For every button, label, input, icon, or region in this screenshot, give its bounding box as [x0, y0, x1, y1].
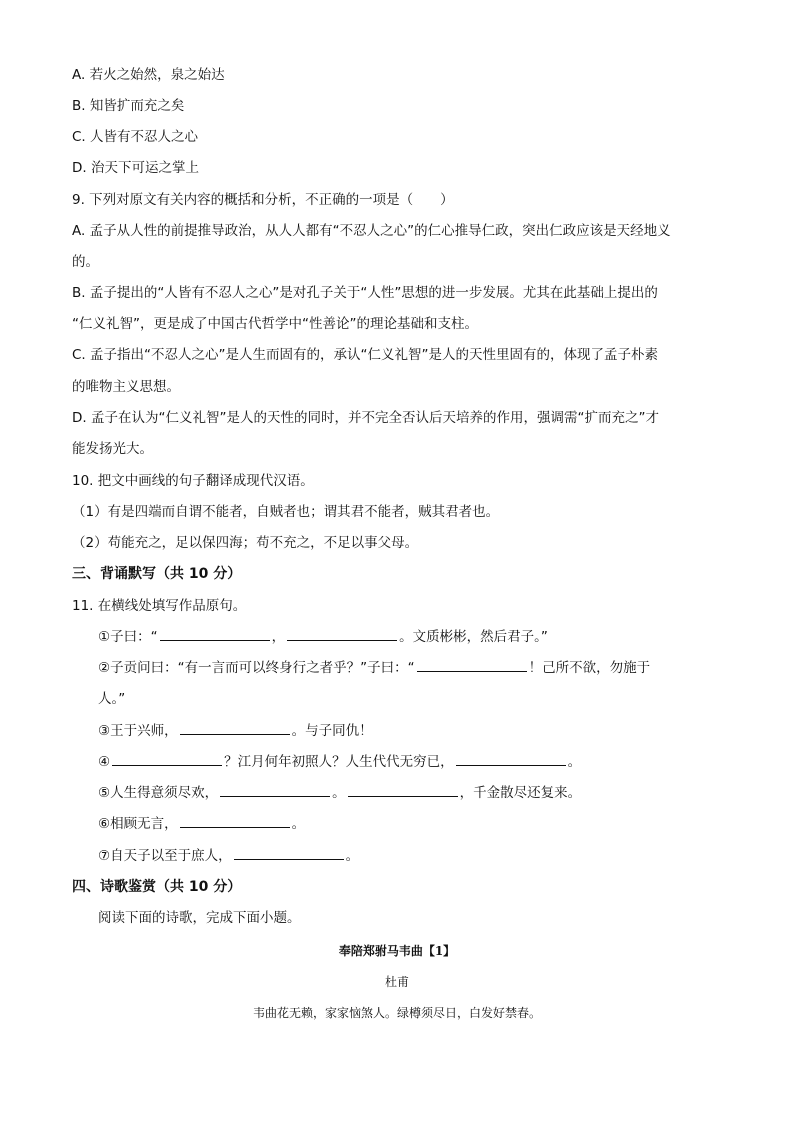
fill-3-text-a: ③王于兴师， [98, 723, 178, 739]
poem-author: 杜甫 [384, 975, 409, 989]
answer-blank[interactable] [160, 628, 270, 641]
question-9-option-a-line1: A. 孟子从人性的前提推导政治，从人人都有“不忍人之心”的仁心推导仁政，突出仁政应该是天经地义 [72, 223, 671, 239]
question-10-sentence-2: （2）苟能充之，足以保四海；苟不充之，不足以事父母。 [72, 535, 419, 551]
question-9-option-c-line2: 的唯物主义思想。 [72, 379, 180, 395]
section-4-heading: 四、诗歌鉴赏（共 10 分） [72, 879, 242, 895]
fill-5-text-b: 。 [332, 785, 346, 801]
answer-blank[interactable] [348, 784, 458, 797]
answer-blank[interactable] [220, 784, 330, 797]
fill-1-text-a: ①子曰：“ [98, 629, 158, 645]
question-9-option-b-line2: “仁义礼智”，更是成了中国古代哲学中“性善论”的理论基础和支柱。 [72, 316, 478, 332]
fill-item-2 [98, 659, 650, 677]
question-10-stem: 10. 把文中画线的句子翻译成现代汉语。 [72, 473, 314, 489]
section-3-heading: 三、背诵默写（共 10 分） [72, 566, 242, 582]
fill-item-2-cont: 人。” [98, 691, 126, 707]
fill-1-text-c: 。文质彬彬，然后君子。” [399, 629, 548, 645]
poem-line-1: 韦曲花无赖，家家恼煞人。绿樽须尽日，白发好禁春。 [252, 1006, 541, 1020]
option-b: B. 知皆扩而充之矣 [72, 98, 185, 114]
option-c: C. 人皆有不忍人之心 [72, 129, 199, 145]
fill-item-4 [98, 753, 581, 771]
question-11-stem: 11. 在横线处填写作品原句。 [72, 598, 247, 614]
answer-blank[interactable] [180, 815, 290, 828]
question-10-sentence-1: （1）有是四端而自谓不能者，自贼者也；谓其君不能者，贼其君者也。 [72, 504, 500, 520]
answer-blank[interactable] [456, 753, 566, 766]
fill-4-text-c: 。 [567, 754, 582, 770]
question-9-option-c-line1: C. 孟子指出“不忍人之心”是人生而固有的，承认“仁义礼智”是人的天性里固有的，体现了孟子朴素 [72, 347, 658, 363]
fill-item-3 [98, 722, 373, 740]
answer-blank[interactable] [112, 753, 222, 766]
fill-2-text-b: ！己所不欲，勿施于 [528, 660, 651, 676]
question-9-option-d-line2: 能发扬光大。 [72, 441, 153, 457]
fill-6-text-a: ⑥相顾无言， [98, 816, 178, 832]
answer-blank[interactable] [234, 847, 344, 860]
option-d: D. 治天下可运之掌上 [72, 160, 199, 176]
fill-4-text-b: ？江月何年初照人？人生代代无穷已， [224, 754, 454, 770]
fill-6-text-b: 。 [291, 816, 306, 832]
answer-blank[interactable] [180, 722, 290, 735]
poem-title: 奉陪郑驸马韦曲【1】 [338, 944, 456, 958]
fill-4-text-a: ④ [98, 754, 111, 770]
answer-blank[interactable] [287, 628, 397, 641]
option-a: A. 若火之始然，泉之始达 [72, 67, 225, 83]
fill-item-6 [98, 815, 305, 833]
fill-2-text-a: ②子贡问曰：“有一言而可以终身行之者乎？”子曰：“ [98, 660, 415, 676]
fill-item-1 [98, 628, 548, 646]
fill-5-text-a: ⑤人生得意须尽欢， [98, 785, 219, 801]
poem-intro: 阅读下面的诗歌，完成下面小题。 [98, 910, 301, 926]
question-9-option-b-line1: B. 孟子提出的“人皆有不忍人之心”是对孔子关于“人性”思想的进一步发展。尤其在此基础上提出的 [72, 285, 658, 301]
fill-1-text-b: ， [271, 629, 286, 645]
fill-3-text-b: 。与子同仇！ [291, 723, 373, 739]
fill-7-text-a: ⑦自天子以至于庶人， [98, 848, 232, 864]
question-9-option-d-line1: D. 孟子在认为“仁义礼智”是人的天性的同时，并不完全否认后天培养的作用，强调需“扩而充之”才 [72, 410, 659, 426]
question-9-option-a-line2: 的。 [72, 254, 99, 270]
fill-7-text-b: 。 [345, 848, 360, 864]
fill-item-5 [98, 784, 581, 802]
fill-5-text-c: ，千金散尽还复来。 [459, 785, 582, 801]
question-9-stem: 9. 下列对原文有关内容的概括和分析，不正确的一项是（ ） [72, 192, 454, 208]
answer-blank[interactable] [417, 659, 527, 672]
fill-item-7 [98, 847, 359, 865]
